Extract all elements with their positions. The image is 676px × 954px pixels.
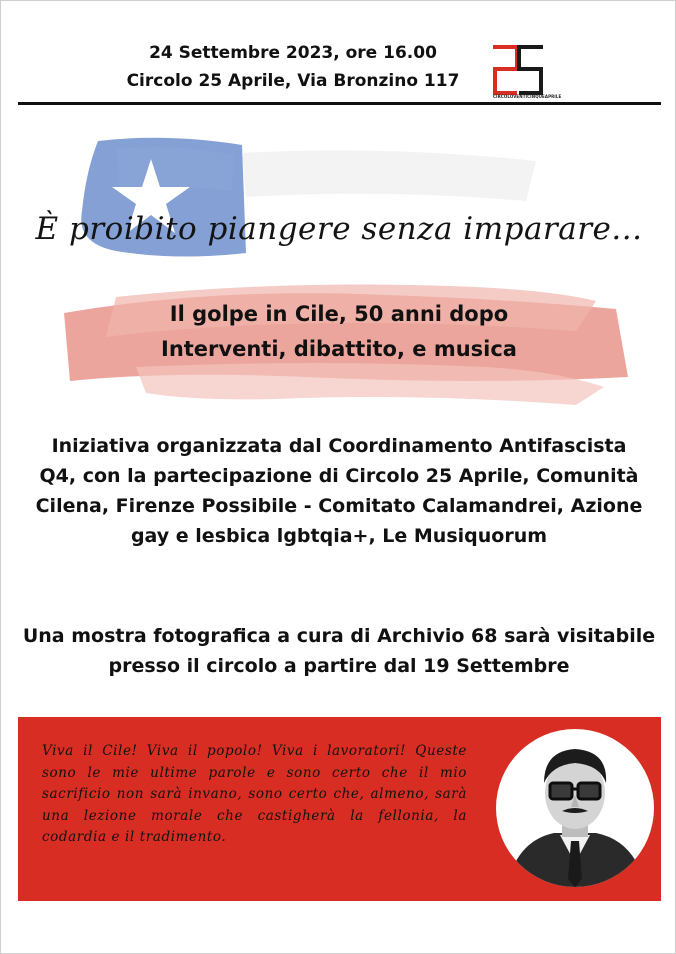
exhibition-text: Una mostra fotografica a cura di Archivio 68 sarà visitabile presso il circolo a partire dal 19 Settembre	[22, 625, 656, 677]
event-title	[1, 297, 676, 367]
header-divider	[18, 102, 661, 105]
title-line-2: Interventi, dibattito, e musica	[161, 337, 517, 361]
organizers-text: Iniziativa organizzata dal Coordinamento Antifascista Q4, con la partecipazione di Circolo 25 Aprile, Comunità Cilena, Firenze Possibile - Comitato Calamandrei, Azione gay e lesbica lgbtqia+, Le Musiquorum	[35, 435, 643, 547]
title-line-1: Il golpe in Cile, 50 anni dopo	[169, 302, 509, 326]
quote-banner	[18, 717, 661, 901]
chile-flag-brushstroke	[56, 131, 636, 431]
event-date-time: 24 Settembre 2023, ore 16.00	[149, 43, 437, 63]
motto: È proibito piangere senza imparare...	[35, 211, 643, 247]
allende-quote: Viva il Cile! Viva il popolo! Viva i lavoratori! Queste sono le mie ultime parole e sono certo che il mio sacrificio non sarà invano, sono certo che, almeno, sarà una lezione morale che castigherà la fellonia, la codardia e il tradimento.	[42, 743, 467, 845]
logo-wordmark: CIRCOLOVENTICINQUEAPRILE	[493, 94, 562, 99]
circolo-25-aprile-logo	[487, 41, 549, 101]
event-location: Circolo 25 Aprile, Via Bronzino 117	[126, 71, 460, 91]
portrait-image	[496, 729, 654, 887]
allende-portrait	[496, 729, 654, 887]
